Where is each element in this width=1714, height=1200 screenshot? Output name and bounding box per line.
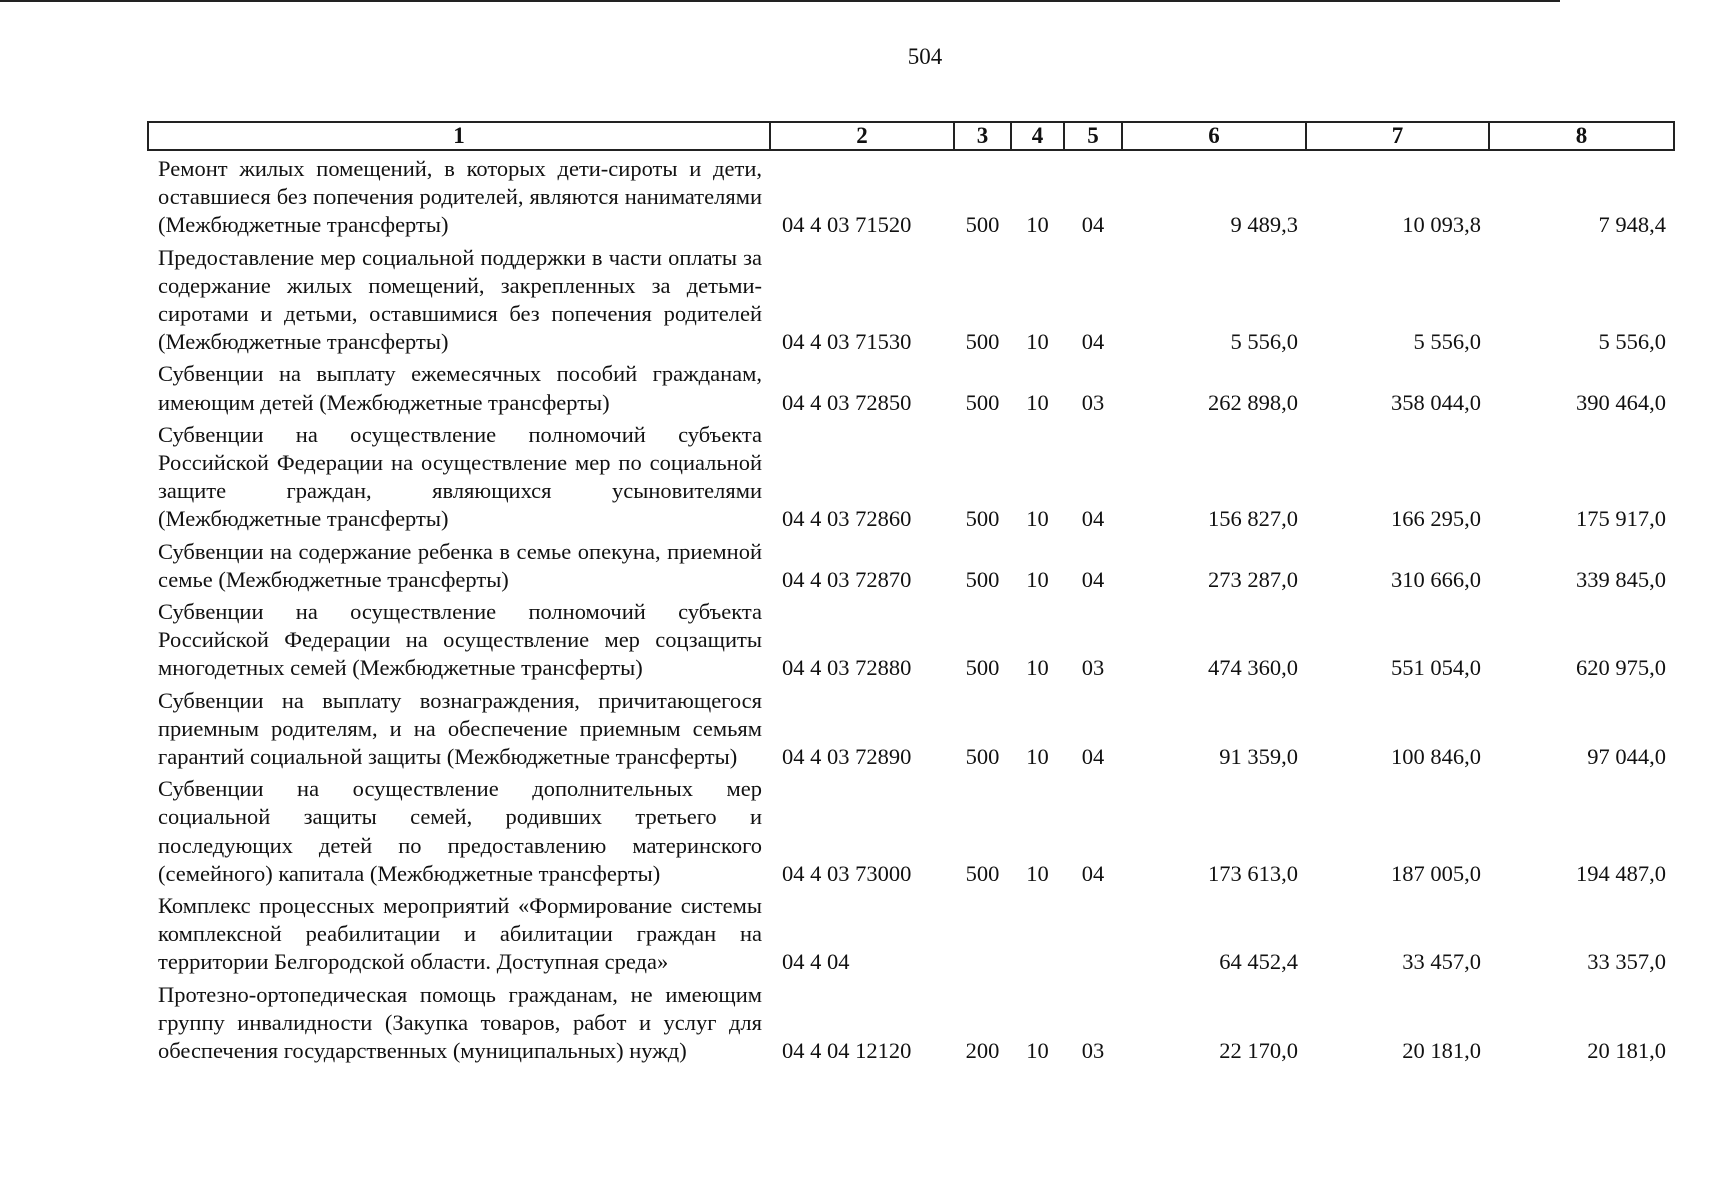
row-col-5: 04 <box>1081 566 1105 592</box>
row-value-7: 310 666,0 <box>1391 566 1481 592</box>
budget-table <box>147 121 1675 1065</box>
row-value-8: 97 044,0 <box>1587 744 1666 770</box>
row-value-8: 5 556,0 <box>1598 329 1666 355</box>
header-col-2: 2 <box>770 122 954 150</box>
row-col-4: 10 <box>1026 506 1049 532</box>
row-value-8: 175 917,0 <box>1576 506 1666 532</box>
row-col-3: 500 <box>965 212 1000 238</box>
header-col-1: 1 <box>148 122 770 150</box>
row-code: 04 4 04 <box>782 949 850 975</box>
row-code: 04 4 03 72860 <box>782 506 912 532</box>
row-description: Предоставление мер социальной поддержки в части оплаты за содержание жилых помещений, закрепленных за детьми-сиротами и детьми, оставшимися без попечения родителей (Межбюджетные трансферты) <box>158 244 762 355</box>
row-value-7: 166 295,0 <box>1391 506 1481 532</box>
row-col-4: 10 <box>1026 566 1049 592</box>
table-row <box>148 356 1674 416</box>
row-col-3 <box>954 888 1011 977</box>
row-value-7: 358 044,0 <box>1391 389 1481 415</box>
row-col-5: 03 <box>1081 655 1105 681</box>
row-col-3: 500 <box>965 655 1000 681</box>
row-col-4: 10 <box>1026 744 1049 770</box>
table-row <box>148 977 1674 1066</box>
row-value-7: 551 054,0 <box>1391 655 1481 681</box>
row-value-8: 20 181,0 <box>1587 1038 1666 1064</box>
row-col-3: 500 <box>965 389 1000 415</box>
row-value-6: 173 613,0 <box>1208 860 1298 886</box>
row-col-3: 500 <box>965 566 1000 592</box>
row-value-7: 10 093,8 <box>1402 212 1481 238</box>
row-value-7: 20 181,0 <box>1402 1038 1481 1064</box>
row-value-7: 5 556,0 <box>1413 329 1481 355</box>
row-col-3: 200 <box>965 1038 1000 1064</box>
row-code: 04 4 03 71520 <box>782 212 912 238</box>
row-col-5: 04 <box>1081 860 1105 886</box>
row-value-6: 273 287,0 <box>1208 566 1298 592</box>
header-col-5: 5 <box>1064 122 1122 150</box>
row-col-4: 10 <box>1026 1038 1049 1064</box>
row-value-7: 33 457,0 <box>1402 949 1481 975</box>
table-row <box>148 888 1674 977</box>
table-row <box>148 150 1674 240</box>
row-value-8: 339 845,0 <box>1576 566 1666 592</box>
row-col-5: 04 <box>1081 506 1105 532</box>
row-col-4: 10 <box>1026 389 1049 415</box>
row-col-5: 03 <box>1081 389 1105 415</box>
row-code: 04 4 03 72850 <box>782 389 912 415</box>
top-rule <box>0 0 1560 2</box>
row-description: Комплекс процессных мероприятий «Формирование системы комплексной реабилитации и абилитации граждан на территории Белгородской области. Доступная среда» <box>158 893 762 975</box>
row-description: Субвенции на выплату ежемесячных пособий гражданам, имеющим детей (Межбюджетные трансферты) <box>158 361 762 415</box>
header-col-3: 3 <box>954 122 1011 150</box>
budget-table-container <box>147 121 1673 1065</box>
row-col-5: 03 <box>1081 1038 1105 1064</box>
row-description: Ремонт жилых помещений, в которых дети-сироты и дети, оставшиеся без попечения родителей, являются нанимателями (Межбюджетные трансферты) <box>158 156 762 238</box>
row-code: 04 4 03 72880 <box>782 655 912 681</box>
row-col-5 <box>1064 888 1122 977</box>
row-value-7: 187 005,0 <box>1391 860 1481 886</box>
table-row <box>148 683 1674 772</box>
row-col-4 <box>1011 888 1064 977</box>
row-value-8: 33 357,0 <box>1587 949 1666 975</box>
row-description: Субвенции на содержание ребенка в семье опекуна, приемной семье (Межбюджетные трансферты) <box>158 538 762 592</box>
row-code: 04 4 03 71530 <box>782 329 912 355</box>
row-value-7: 100 846,0 <box>1391 744 1481 770</box>
row-col-3: 500 <box>965 860 1000 886</box>
row-col-4: 10 <box>1026 860 1049 886</box>
row-value-6: 64 452,4 <box>1219 949 1298 975</box>
row-code: 04 4 04 12120 <box>782 1038 912 1064</box>
row-value-6: 91 359,0 <box>1219 744 1298 770</box>
row-description: Субвенции на осуществление полномочий субъекта Российской Федерации на осуществление мер по социальной защите граждан, являющихся усыновителями (Межбюджетные трансферты) <box>158 421 762 532</box>
row-description: Субвенции на выплату вознаграждения, причитающегося приемным родителям, и на обеспечение приемным семьям гарантий социальной защиты (Межбюджетные трансферты) <box>158 687 762 770</box>
row-value-6: 9 489,3 <box>1230 212 1298 238</box>
row-col-4: 10 <box>1026 655 1049 681</box>
table-row <box>148 240 1674 357</box>
row-value-6: 5 556,0 <box>1230 329 1298 355</box>
row-col-5: 04 <box>1081 212 1105 238</box>
row-col-5: 04 <box>1081 329 1105 355</box>
row-description: Субвенции на осуществление дополнительных мер социальной защиты семей, родивших третьего и последующих детей по предоставлению материнского (семейного) капитала (Межбюджетные трансферты) <box>158 776 762 886</box>
row-col-3: 500 <box>965 744 1000 770</box>
row-value-6: 262 898,0 <box>1208 389 1298 415</box>
row-code: 04 4 03 73000 <box>782 860 912 886</box>
header-col-4: 4 <box>1011 122 1064 150</box>
row-col-3: 500 <box>965 329 1000 355</box>
header-col-6: 6 <box>1122 122 1306 150</box>
row-value-6: 156 827,0 <box>1208 506 1298 532</box>
row-col-3: 500 <box>965 506 1000 532</box>
row-col-4: 10 <box>1026 329 1049 355</box>
table-row <box>148 417 1674 534</box>
row-code: 04 4 03 72870 <box>782 566 912 592</box>
table-row <box>148 534 1674 594</box>
row-code: 04 4 03 72890 <box>782 744 912 770</box>
row-description: Протезно-ортопедическая помощь гражданам, не имеющим группу инвалидности (Закупка товаров, работ и услуг для обеспечения государственных (муниципальных) нужд) <box>158 981 762 1064</box>
row-value-8: 620 975,0 <box>1576 655 1666 681</box>
table-row <box>148 771 1674 888</box>
row-value-8: 390 464,0 <box>1576 389 1666 415</box>
header-row <box>148 122 1674 150</box>
row-value-6: 474 360,0 <box>1208 655 1298 681</box>
page-number: 504 <box>907 44 943 69</box>
header-col-7: 7 <box>1306 122 1489 150</box>
row-value-6: 22 170,0 <box>1219 1038 1298 1064</box>
row-value-8: 194 487,0 <box>1576 860 1666 886</box>
row-col-5: 04 <box>1081 744 1105 770</box>
row-value-8: 7 948,4 <box>1598 212 1666 238</box>
row-description: Субвенции на осуществление полномочий субъекта Российской Федерации на осуществление мер соцзащиты многодетных семей (Межбюджетные трансферты) <box>158 599 762 681</box>
header-col-8: 8 <box>1489 122 1674 150</box>
table-row <box>148 594 1674 683</box>
row-col-4: 10 <box>1026 212 1049 238</box>
